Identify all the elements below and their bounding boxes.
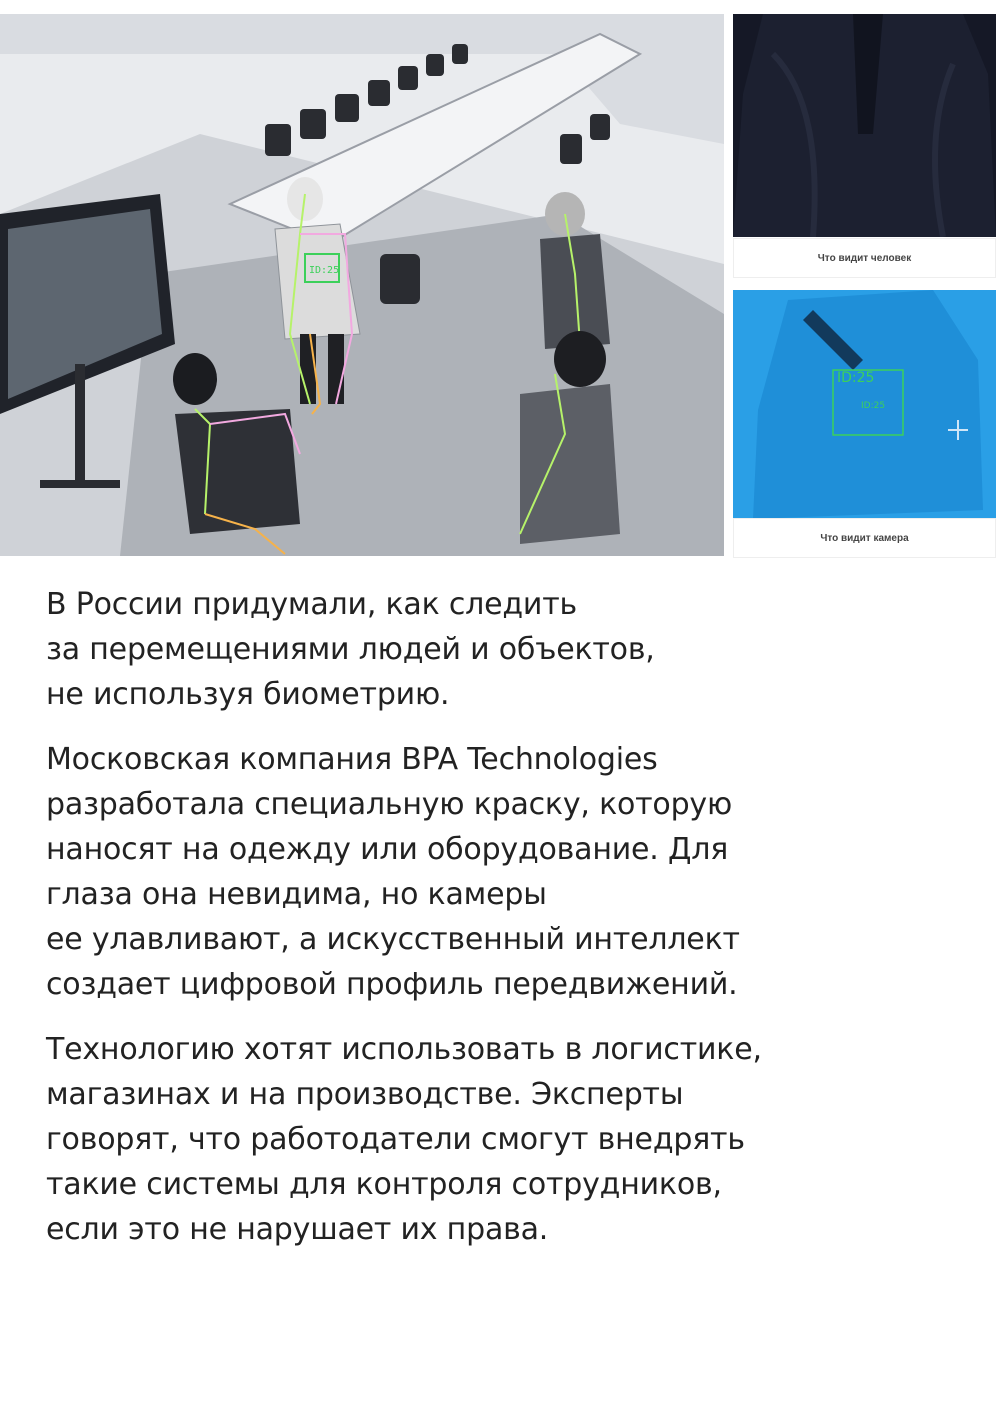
surveillance-photo [0, 14, 724, 556]
human-view-photo [733, 14, 996, 237]
main-overlay-id: ID:25 [309, 265, 340, 276]
article-body [46, 582, 946, 1272]
camera-overlay-id: ID:25 [837, 370, 875, 386]
surveillance-scene-icon [0, 14, 724, 556]
camera-view-photo [733, 290, 996, 519]
camera-view-caption: Что видит камера [733, 518, 996, 558]
human-view-caption: Что видит человек [733, 238, 996, 278]
article-paragraph-3: Технологию хотят использовать в логистике, магазинах и на производстве. Эксперты говорят, что работодатели смогут внедрять такие системы для контроля сотрудников, если это не нарушает их права. [46, 1032, 762, 1247]
camera-overlay-sub: ID:25 [861, 401, 886, 411]
dark-jacket-icon [733, 14, 996, 237]
article-paragraph-1: В России придумали, как следить за перемещениями людей и объектов, не используя биометрию. [46, 587, 655, 712]
camera-jacket-icon [733, 290, 996, 519]
article-paragraph-2: Московская компания BPA Technologies разработала специальную краску, которую наносят на одежду или оборудование. Для глаза она невидима, но камеры ее улавливают, а искусственный интеллект создает цифровой профиль передвижений. [46, 742, 740, 1002]
